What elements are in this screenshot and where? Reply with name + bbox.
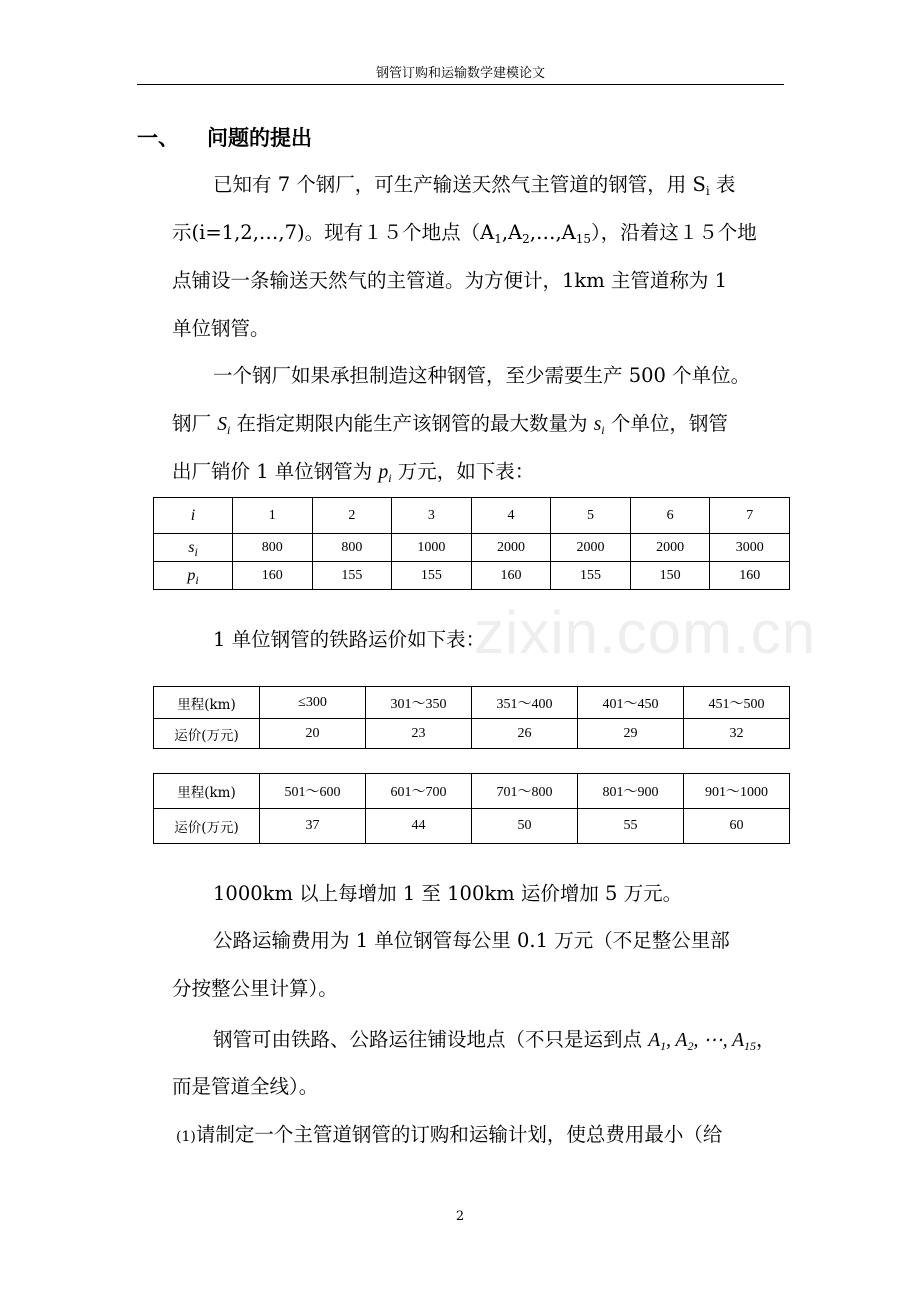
- table-row: [154, 719, 790, 749]
- table-cell: 3000: [710, 534, 790, 562]
- price-label: 运价(万元): [154, 809, 260, 844]
- table-cell: 160: [233, 562, 313, 590]
- para1-line4: 单位钢管。: [172, 317, 270, 340]
- table-row: [154, 687, 790, 719]
- page-number: 2: [455, 1209, 465, 1224]
- para-road-line2: 分按整公里计算）。: [172, 977, 338, 1000]
- table-cell: 160: [710, 562, 790, 590]
- para-over-1000km: 1000km 以上每增加 1 至 100km 运价增加 5 万元。: [213, 882, 683, 905]
- header-rule: [137, 84, 784, 85]
- table-row: [154, 774, 790, 809]
- table-cell: 4: [471, 498, 551, 534]
- table-cell: 60: [684, 809, 790, 844]
- table-cell: 1: [233, 498, 313, 534]
- table-cell: 701～800: [472, 774, 578, 809]
- para2-line2: 钢厂 $S_i$ 在指定期限内能生产该钢管的最大数量为 $s_i$ 个单位，钢管: [172, 412, 728, 437]
- row-header-i: i: [154, 498, 233, 534]
- table-cell: 155: [392, 562, 472, 590]
- table-row: [154, 498, 790, 534]
- table-row: [154, 534, 790, 562]
- table-cell: 800: [233, 534, 313, 562]
- table-cell: 55: [578, 809, 684, 844]
- question-1: (1)请制定一个主管道钢管的订购和运输计划，使总费用最小（给: [176, 1123, 723, 1146]
- table-cell: 29: [578, 719, 684, 749]
- table-cell: 2000: [551, 534, 631, 562]
- para1-line3: 点铺设一条输送天然气的主管道。为方便计，1km 主管道称为 1: [172, 269, 728, 292]
- distance-label: 里程(km): [154, 687, 260, 719]
- table-cell: 801～900: [578, 774, 684, 809]
- table-cell: 301～350: [366, 687, 472, 719]
- table-cell: 150: [630, 562, 710, 590]
- table-row: [154, 562, 790, 590]
- para1-line1: 已知有 7 个钢厂，可生产输送天然气主管道的钢管，用 $S_i$ 表: [213, 173, 736, 198]
- row-header-p: $p_i$: [154, 562, 233, 590]
- steel-plant-table: [153, 497, 790, 590]
- para-route-line1: 钢管可由铁路、公路运往铺设地点（不只是运到点 $A_1$, $A_2$, ⋯, $A_{15}$，: [213, 1028, 776, 1053]
- table-cell: 5: [551, 498, 631, 534]
- table-cell: 37: [260, 809, 366, 844]
- table-cell: 2: [312, 498, 392, 534]
- table-cell: 2000: [471, 534, 551, 562]
- table-cell: 155: [551, 562, 631, 590]
- para2-line1: 一个钢厂如果承担制造这种钢管，至少需要生产 500 个单位。: [213, 364, 751, 387]
- table-cell: 44: [366, 809, 472, 844]
- table-cell: 2000: [630, 534, 710, 562]
- table-cell: 451～500: [684, 687, 790, 719]
- running-header: 钢管订购和运输数学建模论文: [375, 66, 545, 81]
- watermark: zixin.com.cn: [474, 599, 817, 666]
- table-cell: 155: [312, 562, 392, 590]
- table-cell: 20: [260, 719, 366, 749]
- section-number: 一、: [137, 125, 179, 150]
- table-cell: 3: [392, 498, 472, 534]
- para-road-line1: 公路运输费用为 1 单位钢管每公里 0.1 万元（不足整公里部: [213, 929, 730, 952]
- rail-price-table-2: [153, 773, 790, 844]
- rail-price-table-1: [153, 686, 790, 749]
- table-cell: 351～400: [472, 687, 578, 719]
- table-cell: 601～700: [366, 774, 472, 809]
- distance-label: 里程(km): [154, 774, 260, 809]
- section-title: 问题的提出: [207, 125, 312, 150]
- table-cell: 501～600: [260, 774, 366, 809]
- table-row: [154, 809, 790, 844]
- table-cell: 23: [366, 719, 472, 749]
- table-cell: 7: [710, 498, 790, 534]
- table-cell: ≤300: [260, 687, 366, 719]
- section-heading: [137, 124, 312, 152]
- rail-price-intro: 1 单位钢管的铁路运价如下表：: [213, 628, 486, 651]
- table-cell: 401～450: [578, 687, 684, 719]
- para1-line2: 示(i=1,2,…,7)。现有１５个地点$(A_1,A_2,\dots,A_{15})$，沿着这１５个地: [172, 221, 757, 246]
- table-cell: 160: [471, 562, 551, 590]
- table-cell: 50: [472, 809, 578, 844]
- price-label: 运价(万元): [154, 719, 260, 749]
- table-cell: 32: [684, 719, 790, 749]
- row-header-s: $s_i$: [154, 534, 233, 562]
- table-cell: 901～1000: [684, 774, 790, 809]
- para2-line3: 出厂销价 1 单位钢管为 $p_i$ 万元，如下表：: [172, 460, 535, 485]
- table-cell: 1000: [392, 534, 472, 562]
- table-cell: 26: [472, 719, 578, 749]
- table-cell: 800: [312, 534, 392, 562]
- table-cell: 6: [630, 498, 710, 534]
- question-number: (1): [176, 1129, 196, 1145]
- para-route-line2: 而是管道全线）。: [172, 1075, 319, 1098]
